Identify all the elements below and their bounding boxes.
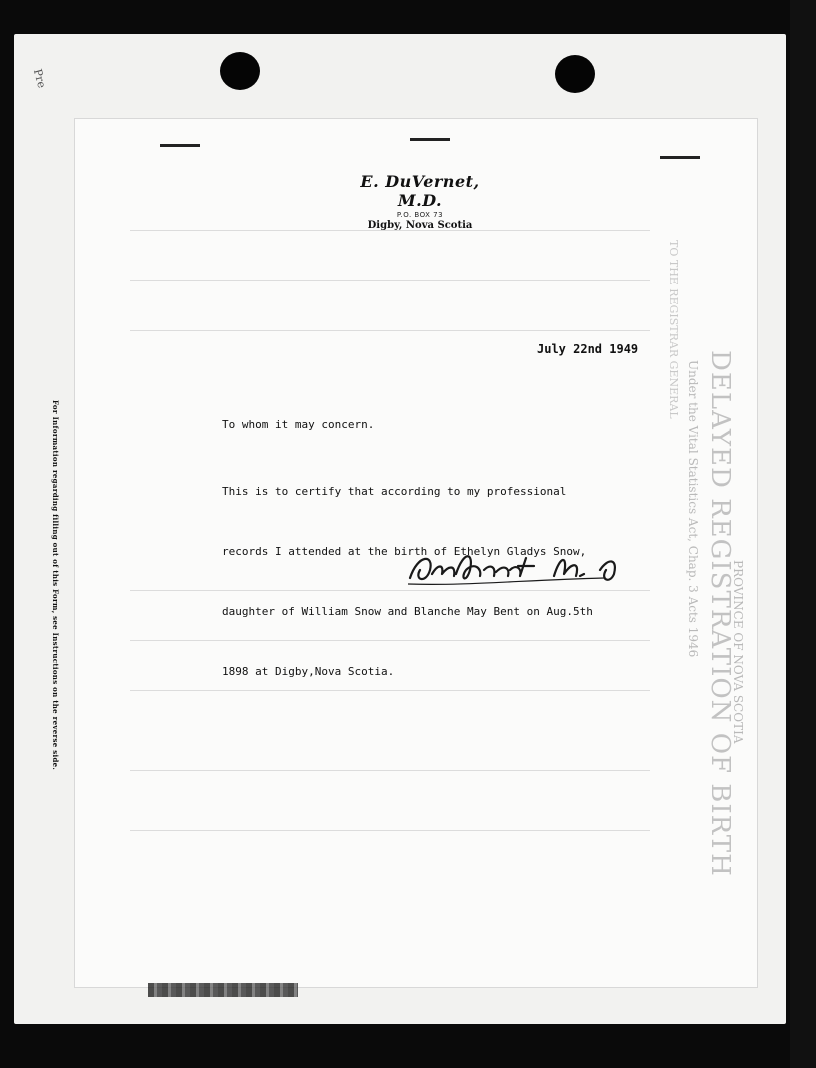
letter-body-line: This is to certify that according to my professional (222, 485, 567, 498)
letter-body-line: records I attended at the birth of Ethelyn Gladys Snow, (222, 545, 587, 558)
letter-body-line: 1898 at Digby,Nova Scotia. (222, 665, 395, 678)
letterhead-town: Digby, Nova Scotia (367, 220, 473, 231)
handwritten-signature (404, 540, 664, 604)
clip-mark-right (660, 156, 700, 159)
form-instructions-note: For Information regarding filling out of this Form, see Instructions on the reverse side. (51, 400, 60, 771)
letter-salutation: To whom it may concern. (222, 418, 375, 431)
letterhead-po-box: P.O. BOX 73 (396, 211, 444, 219)
letter-body-line: daughter of William Snow and Blanche May Bent on Aug.5th (222, 605, 593, 618)
clip-mark-left (160, 144, 200, 147)
ghost-form-title: DELAYED REGISTRATION OF BIRTH (705, 350, 735, 877)
ghost-form-registrar: TO THE REGISTRAR GENERAL (667, 240, 680, 419)
punch-hole-right (555, 55, 595, 93)
margin-mark: Pre (30, 67, 49, 90)
bottom-ink-smudge (148, 983, 298, 997)
clip-mark-center (410, 138, 450, 141)
letterhead-name: E. DuVernet, M.D. (360, 172, 480, 210)
scan-edge (790, 0, 816, 1068)
ghost-form-subtitle: Under the Vital Statistics Act, Chap. 3 Acts 1946 (686, 360, 700, 658)
letter-date: July 22nd 1949 (537, 342, 639, 356)
punch-hole-left (220, 52, 260, 90)
letterhead (340, 172, 500, 231)
ghost-form-province: PROVINCE OF NOVA SCOTIA (731, 560, 745, 744)
